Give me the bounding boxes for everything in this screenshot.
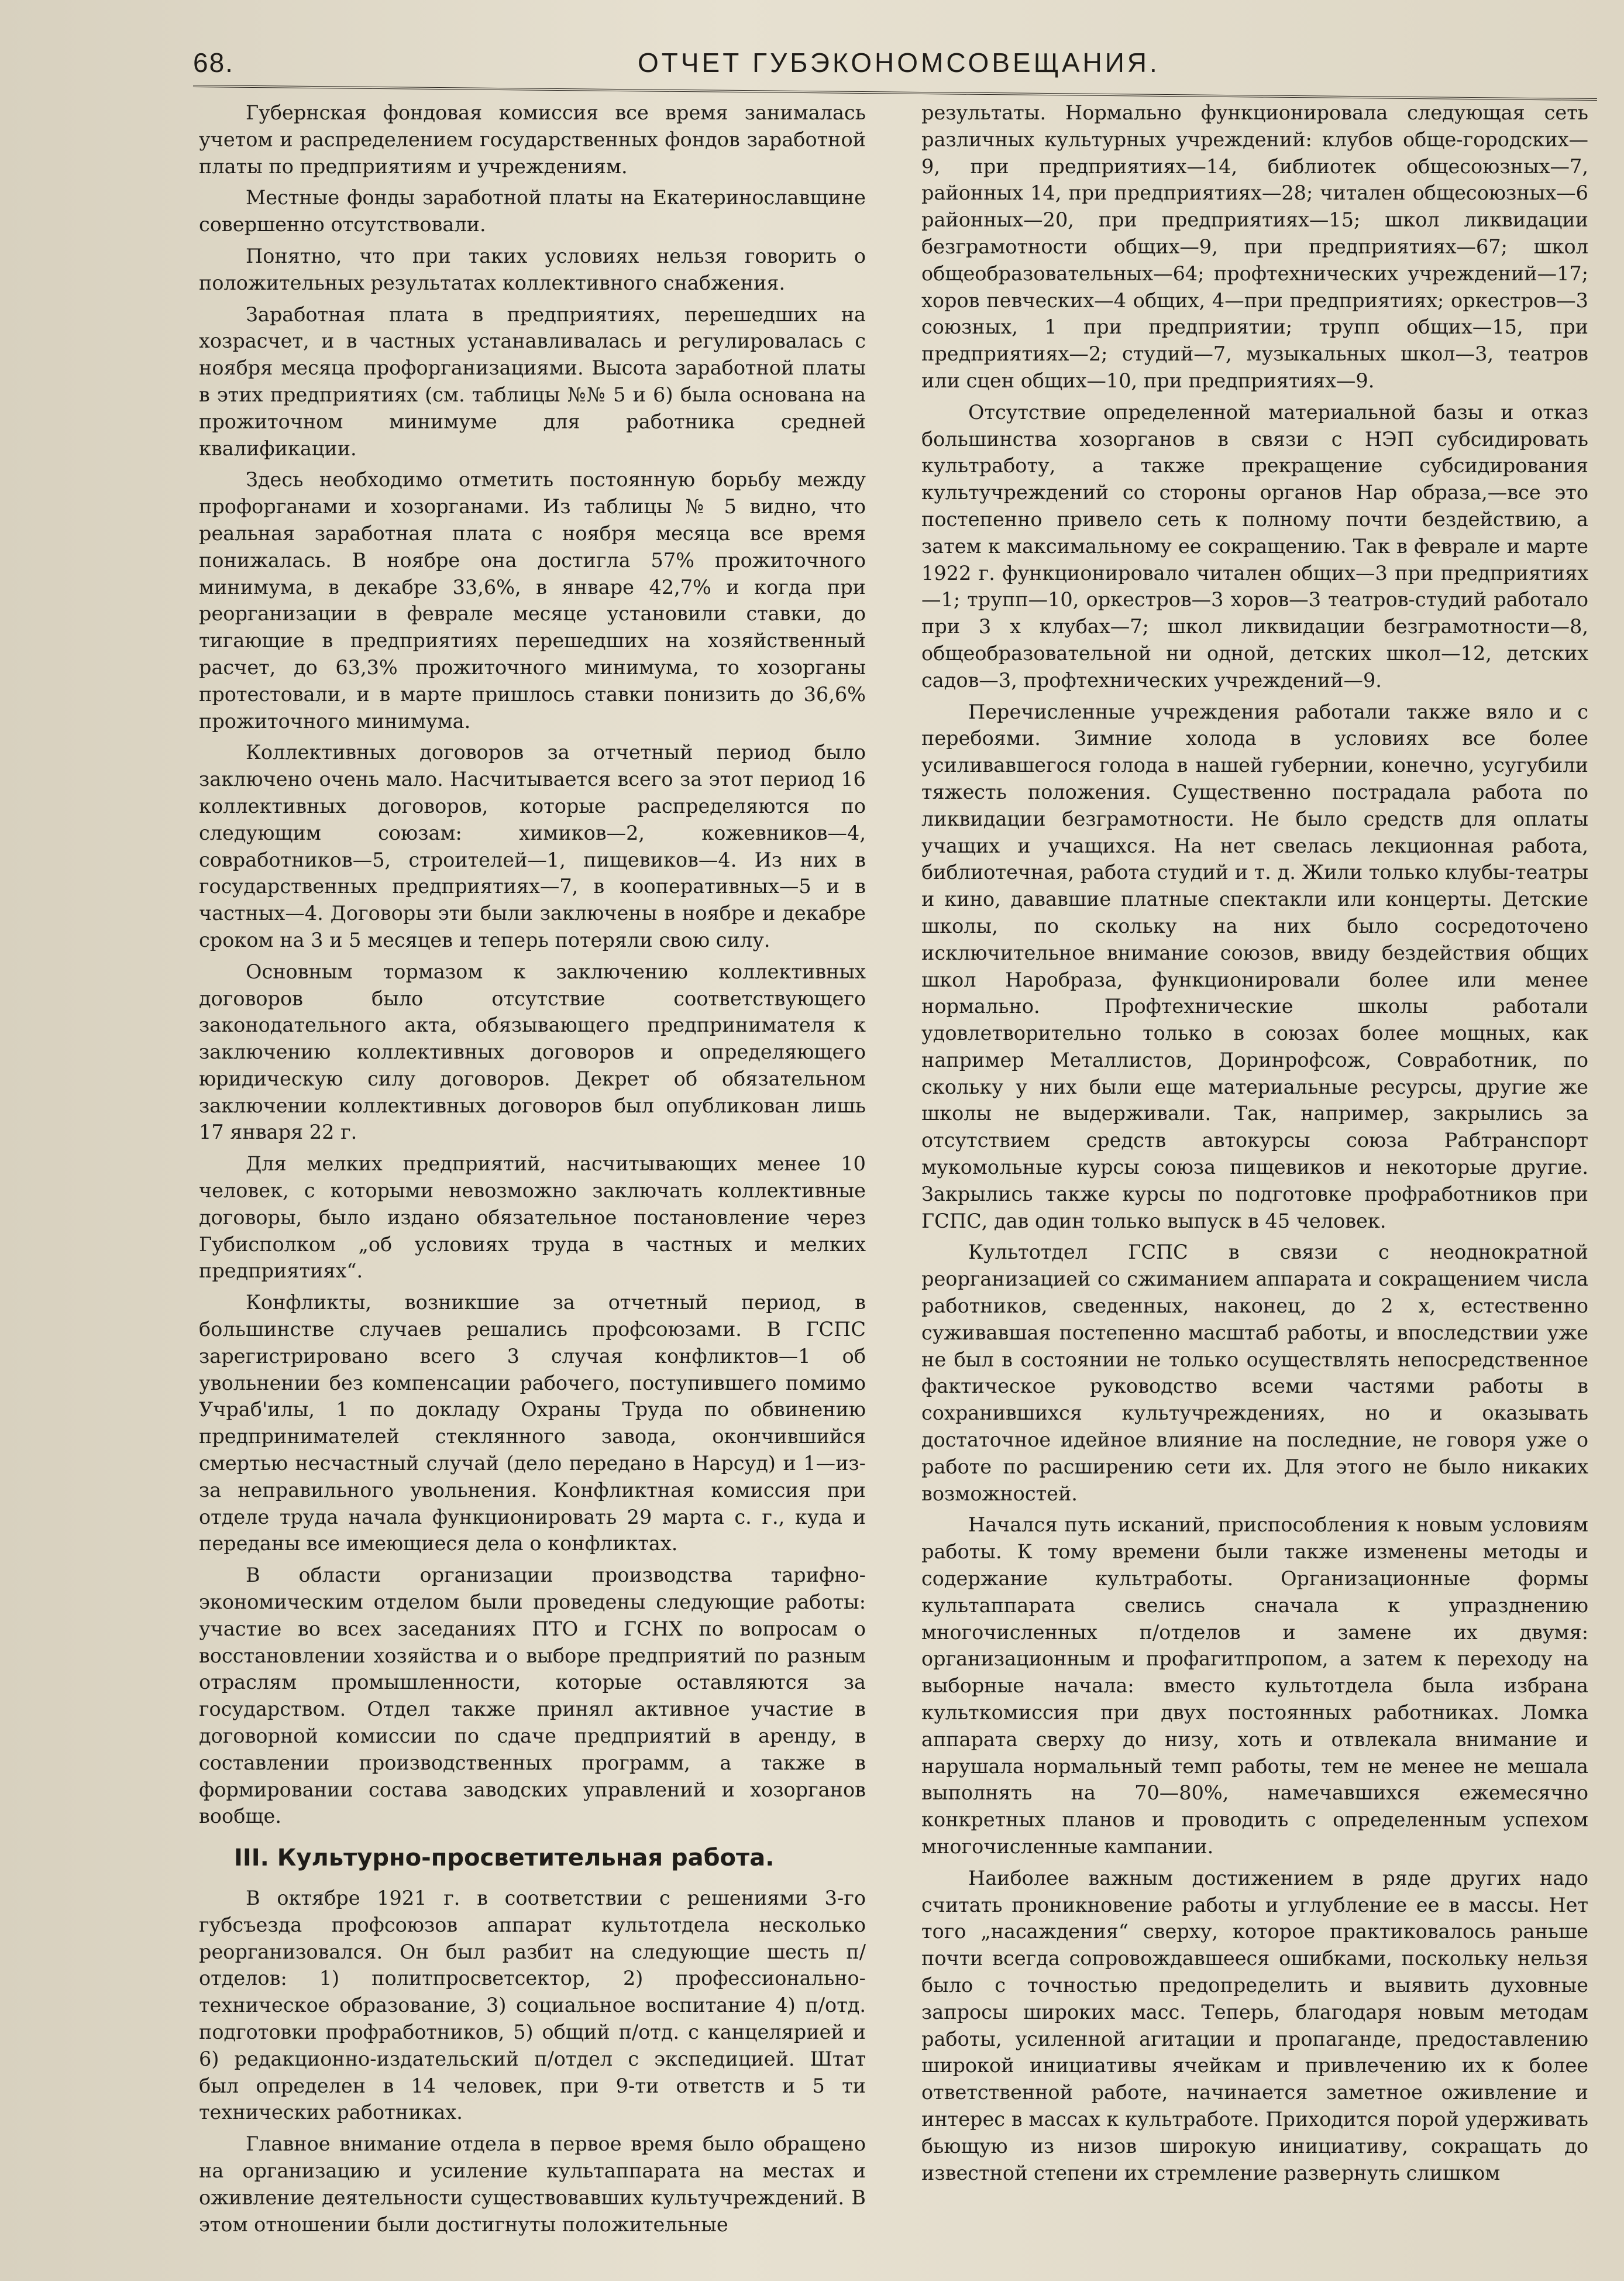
paragraph: Конфликты, возникшие за отчетный период, в большинстве случаев решались профсоюзами. В ГСПС зарегистрировано всего 3 случая конфликтов—1 об увольнении без компенсации рабочего, поступившего помимо Учраб'илы, 1 по докладу Охраны Труда по обвинению предпринимателей стеклянного завода, окончившийся смертью несчастный случай (дело передано в Нарсуд) и 1—из-за неправильного увольнения. Конфликтная комиссия при отделе труда начала функционировать 29 марта с. г., куда и переданы все имеющиеся дела о конфликтах.	[199, 1291, 866, 1555]
page-number: 68.	[193, 47, 234, 78]
paragraph: Начался путь исканий, приспособления к новым условиям работы. К тому времени были также изменены методы и содержание культработы. Организационные формы культаппарата свелись сначала к упразднению многочисленных п/отделов и замене их двумя: организационным и профагитпропом, а затем к переходу на выборные начала: вместо культотдела была избрана культкомиссия при двух постоянных работниках. Ломка аппарата сверху до низу, хоть и отвлекала внимание и нарушала нормальный темп работы, тем не менее не мешала выполнять на 70—80%, намечавшихся ежемесячно конкретных планов и проводить с определенным успехом многочисленные кампании.	[921, 1513, 1588, 1858]
paragraph: Понятно, что при таких условиях нельзя говорить о положительных результатах коллективного снабжения.	[199, 244, 866, 294]
left-column	[199, 99, 866, 2265]
paragraph: Заработная плата в предприятиях, перешедших на хозрасчет, и в частных устанавливалась и регулировалась с ноября месяца профорганизациями. Высота заработной платы в этих предприятиях (см. таблицы №№ 5 и 6) была основана на прожиточном минимуме для работника средней квалификации.	[199, 303, 866, 460]
paragraph: Наиболее важным достижением в ряде других надо считать проникновение работы и углубление ее в массы. Нет того „насаждения“ сверху, которое практиковалось раньше почти всегда сопровождавшееся ошибками, поскольку нельзя было с точностью предопределить и выявить духовные запросы широких масс. Теперь, благодаря новым методам работы, усиленной агитации и пропаганде, предоставлению широкой инициативы ячейкам и привлечению их к более ответственной работе, начинается заметное оживление и интерес в массах к культработе. Приходится порой удерживать бьющую из низов широкую инициативу, сокращать до известной степени их стремление развернуть слишком	[921, 1866, 1588, 2184]
paragraph: Основным тормазом к заключению коллективных договоров было отсутствие соответствующего законодательного акта, обязывающего предпринимателя к заключению коллективных договоров и определяющего юридическую силу договоров. Декрет об обязательном заключении коллективных договоров был опубликован лишь 17 января 22 г.	[199, 960, 866, 1144]
paragraph: Культотдел ГСПС в связи с неоднократной реорганизацией со сжиманием аппарата и сокращением числа работников, сведенных, наконец, до 2 х, естественно суживавшая постепенно масштаб работы, и впоследствии уже не был в состоянии не только осуществлять непосредственное фактическое руководство всеми частями работы в сохранившихся культучреждениях, но и оказывать достаточное идейное влияние на последние, не говоря уже о работе по расширению сети их. Для этого не было никаких возможностей.	[921, 1241, 1588, 1505]
section-heading: III. Культурно-просветительная работа.	[234, 1844, 775, 1872]
running-title: ОТЧЕТ ГУБЭКОНОМСОВЕЩАНИЯ.	[638, 47, 1160, 78]
paragraph: результаты. Нормально функционировала следующая сеть различных культурных учреждений: клубов обще-городских—9, при предприятиях—14, библиотек общесоюзных—7, районных 14, при предприятиях—28; читален общесоюзных—6 районных—20, при предприятиях—15; школ ликвидации безграмотности общих—9, при предприятиях—67; школ общеобразовательных—64; профтехнических учреждений—17; хоров певческих—4 общих, 4—при предприятиях; оркестров—3 союзных, 1 при предприятии; трупп общих—15, при предприятиях—2; студий—7, музыкальных школ—3, театров или сцен общих—10, при предприятиях—9.	[921, 101, 1588, 392]
paragraph: Главное внимание отдела в первое время было обращено на организацию и усиление культаппарата на местах и оживление деятельности существовавших культучреждений. В этом отношении были достигнуты положительные	[199, 2132, 866, 2236]
paragraph: Местные фонды заработной платы на Екатеринославщине совершенно отсутствовали.	[199, 186, 866, 236]
paragraph: Отсутствие определенной материальной базы и отказ большинства хозорганов в связи с НЭП субсидировать культработу, а также прекращение субсидирования культучреждений со стороны органов Нар образа,—все это постепенно привело сеть к полному почти бездействию, а затем к максимальному ее сокращению. Так в феврале и марте 1922 г. функционировало читален общих—3 при предприятиях—1; трупп—10, оркестров—3 хоров—3 театров-студий работало при 3 х клубах—7; школ ликвидации безграмотности—8, общеобразовательной ни одной, детских школ—12, детских садов—3, профтехнических учреждений—9.	[921, 400, 1588, 692]
paragraph: В области организации производства тарифно-экономическим отделом были проведены следующие работы: участие во всех заседаниях ПТО и ГСНХ по вопросам о восстановлении хозяйства и о выборе предприятий по разным отраслям промышленности, которые оставляются за государством. Отдел также принял активное участие в договорной комиссии по сдаче предприятий в аренду, в составлении производственных программ, а также в формировании состава заводских управлений и хозорганов вообще.	[199, 1564, 866, 1828]
right-column	[921, 99, 1588, 2265]
paragraph: Губернская фондовая комиссия все время занималась учетом и распределением государственных фондов заработной платы по предприятиям и учреждениям.	[199, 101, 866, 178]
paragraph: Здесь необходимо отметить постоянную борьбу между профорганами и хозорганами. Из таблицы № 5 видно, что реальная заработная плата с ноября месяца все время понижалась. В ноябре она достигла 57% прожиточного минимума, в декабре 33,6%, в январе 42,7% и когда при реорганизации в феврале месяце установили ставки, до тигающие в предприятиях перешедших на хозяйственный расчет, до 63,3% прожиточного минимума, то хозорганы протестовали, и в марте пришлось ставки понизить до 36,6% прожиточного минимума.	[199, 468, 866, 733]
page-header	[193, 47, 1585, 88]
paragraph: В октябре 1921 г. в соответствии с решениями 3-го губсъезда профсоюзов аппарат культотдела несколько реорганизовался. Он был разбит на следующие шесть п/отделов: 1) политпросветсектор, 2) профессионально-техническое образование, 3) социальное воспитание 4) п/отд. подготовки профработников, 5) общий п/отд. с канцелярией и 6) редакционно-издательский п/отдел с экспедицией. Штат был определен в 14 человек, при 9-ти ответств и 5 ти технических работниках.	[199, 1887, 866, 2124]
paragraph: Для мелких предприятий, насчитывающих менее 10 человек, с которыми невозможно заключать коллективные договоры, было издано обязательное постановление через Губисполком „об условиях труда в частных и мелких предприятиях“.	[199, 1152, 866, 1283]
paragraph: Коллективных договоров за отчетный период было заключено очень мало. Насчитывается всего за этот период 16 коллективных договоров, которые распределяются по следующим союзам: химиков—2, кожевников—4, совработников—5, строителей—1, пищевиков—4. Из них в государственных предприятиях—7, в кооперативных—5 и в частных—4. Договоры эти были заключены в ноябре и декабре сроком на 3 и 5 месяцев и теперь потеряли свою силу.	[199, 741, 866, 951]
paragraph: Перечисленные учреждения работали также вяло и с перебоями. Зимние холода в условиях все более усиливавшегося голода в нашей губернии, конечно, усугубили тяжесть положения. Существенно пострадала работа по ликвидации безграмотности. Не было средств для оплаты учащих и учащихся. На нет свелась лекционная работа, библиотечная, работа студий и т. д. Жили только клубы-театры и кино, дававшие платные спектакли или концерты. Детские школы, по скольку на них было сосредоточено исключительное внимание союзов, ввиду бездействия общих школ Наробраза, функционировали более или менее нормально. Профтехнические школы работали удовлетворительно только в союзах более мощных, как например Металлистов, Доринрофсож, Совработник, по скольку у них были еще материальные ресурсы, другие же школы не выдерживали. Так, например, закрылись за отсутствием средств автокурсы союза Рабтранспорт мукомольные курсы союза пищевиков и некоторые другие. Закрылись также курсы по подготовке профработников при ГСПС, дав один только выпуск в 45 человек.	[921, 700, 1588, 1232]
